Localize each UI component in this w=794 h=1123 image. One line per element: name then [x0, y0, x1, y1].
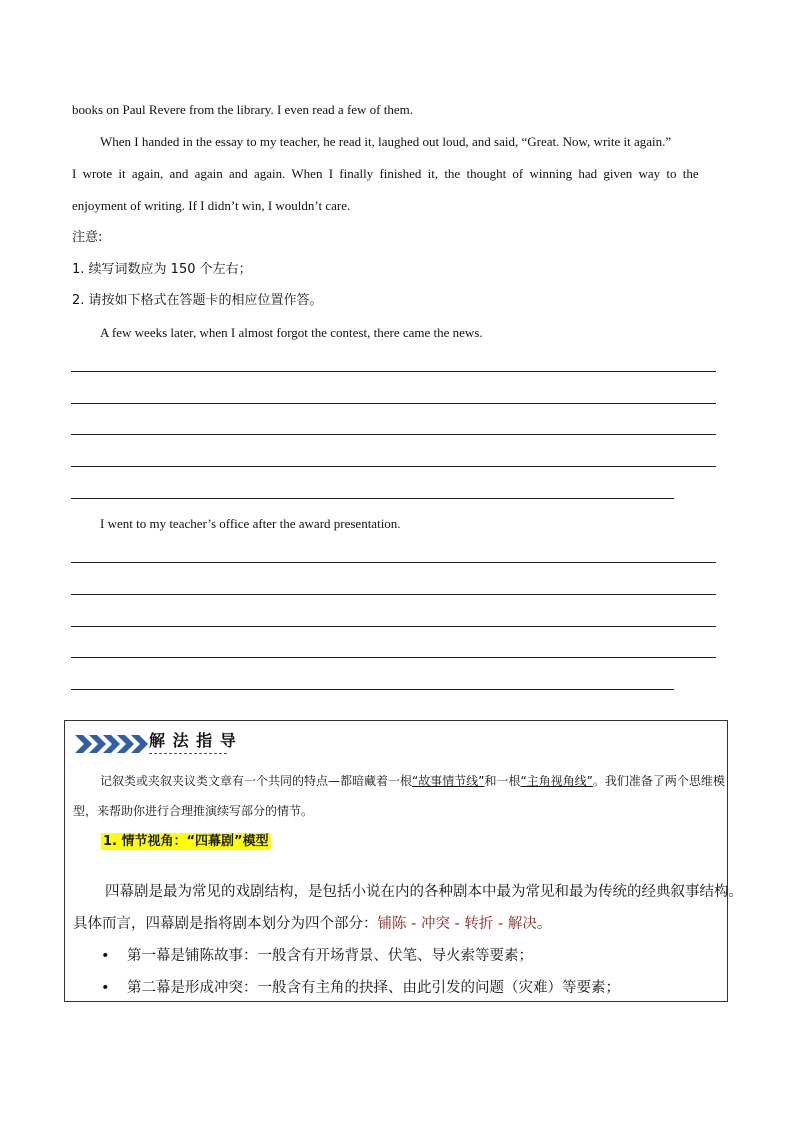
prompt-paragraph-1: A few weeks later, when I almost forgot the contest, there came the news.	[100, 325, 483, 340]
bullet-act-two: 第二幕是形成冲突：一般含有主角的抉择、由此引发的问题（灾难）等要素；	[127, 980, 620, 996]
writing-line[interactable]	[71, 594, 716, 595]
passage-line-4: enjoyment of writing. If I didn’t win, I wouldn’t care.	[72, 198, 351, 213]
writing-line[interactable]	[71, 657, 716, 658]
intro-text-2: 和一根	[484, 774, 521, 788]
writing-line[interactable]	[71, 466, 716, 467]
chevron-arrows-icon	[75, 733, 149, 755]
notes-heading: 注意:	[72, 230, 103, 245]
bullet-icon: •	[101, 948, 110, 964]
four-act-body-line-1: 四幕剧是最为常见的戏剧结构，是包括小说在内的各种剧本中最为常见和最为传统的经典叙事结构。	[105, 884, 743, 900]
writing-line[interactable]	[71, 371, 716, 372]
writing-line[interactable]	[71, 689, 674, 690]
four-act-body-line-2	[73, 915, 551, 933]
passage-line-1: books on Paul Revere from the library. I even read a few of them.	[72, 102, 414, 117]
writing-line[interactable]	[71, 626, 716, 627]
writing-line[interactable]	[71, 403, 716, 404]
prompt-paragraph-2: I went to my teacher’s office after the award presentation.	[100, 516, 401, 531]
bullet-icon: •	[101, 980, 110, 996]
guide-intro-line-1	[100, 773, 725, 789]
writing-line[interactable]	[71, 434, 716, 435]
guide-intro-line-2: 型，来帮助你进行合理推演续写部分的情节。	[73, 804, 314, 818]
notes-item-1: 1. 续写词数应为 150 个左右；	[72, 262, 252, 277]
notes-item-2: 2. 请按如下格式在答题卡的相应位置作答。	[72, 293, 323, 308]
writing-line[interactable]	[71, 498, 674, 499]
passage-line-2: When I handed in the essay to my teacher, he read it, laughed out loud, and said, “Great. Now, write it again.”	[100, 134, 672, 149]
intro-text-3: 。我们准备了两个思维模	[592, 774, 725, 788]
story-plot-line-term: “故事情节线”	[412, 774, 485, 788]
bullet-act-one: 第一幕是铺陈故事：一般含有开场背景、伏笔、导火索等要素；	[127, 948, 533, 964]
section-label-four-act: 1. 情节视角：“四幕剧”模型	[103, 834, 269, 849]
body-line-2-prefix: 具体而言，四幕剧是指将剧本划分为四个部分：	[73, 916, 378, 932]
intro-text-1: 记叙类或夹叙夹议类文章有一个共同的特点—都暗藏着一根	[100, 774, 413, 788]
body-line-2-suffix: 。	[536, 916, 552, 932]
passage-line-3: I wrote it again, and again and again. When I finally finished it, the thought of winning had given way to the	[72, 166, 699, 181]
protagonist-view-line-term: “主角视角线”	[520, 774, 593, 788]
title-underline	[149, 753, 227, 754]
writing-line[interactable]	[71, 562, 716, 563]
four-act-stages: 铺陈 - 冲突 - 转折 - 解决	[377, 916, 537, 932]
method-guide-box	[64, 720, 743, 1002]
guide-title: 解 法 指 导	[149, 731, 237, 750]
